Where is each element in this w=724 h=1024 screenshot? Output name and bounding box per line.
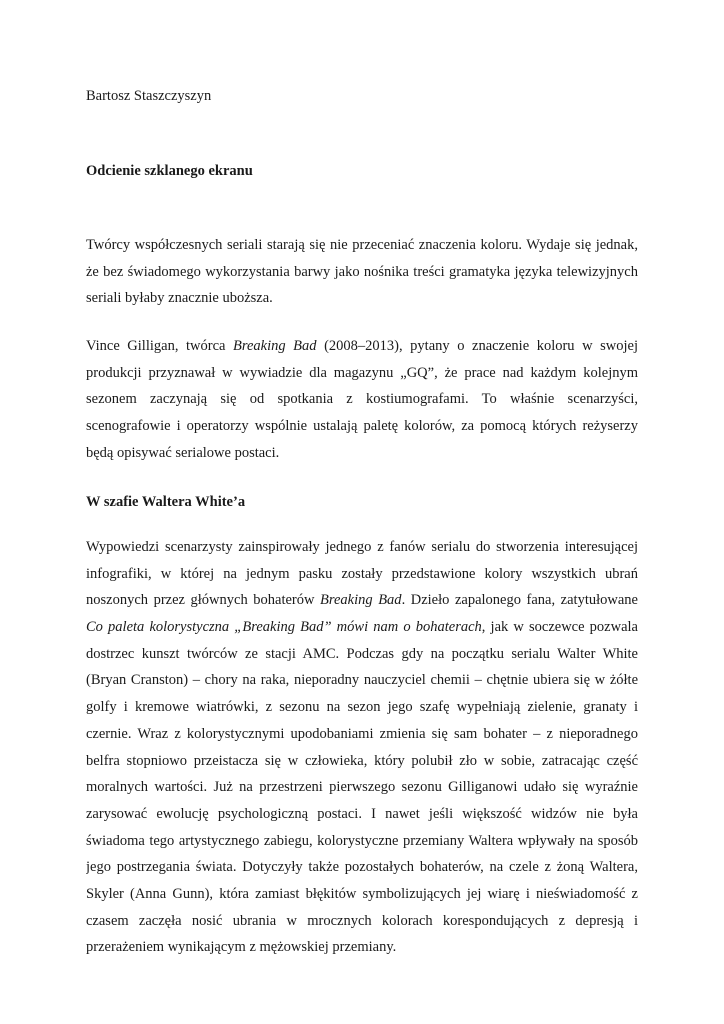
italic-title: Breaking Bad: [320, 592, 402, 609]
italic-title: Breaking Bad: [233, 338, 317, 354]
text-line: zarysować ewolucję psychologiczną postaci. I nawet jeśli większość widzów nie była: [86, 805, 638, 822]
text-line: moralnych wartości. Już na przestrzeni pierwszego sezonu Gilliganowi udało się wyraźnie: [86, 779, 638, 796]
text-line: czernie. Wraz z kolorystycznymi upodobaniami zmienia się sam bohater – z nieporadnego: [86, 725, 638, 742]
article-title: Odcienie szklanego ekranu: [86, 163, 253, 179]
text-line: Wypowiedzi scenarzysty zainspirowały jednego z fanów serialu do stworzenia interesującej: [86, 539, 638, 555]
section-heading: W szafie Waltera White’a: [86, 494, 246, 510]
text-segment: noszonych przez głównych bohaterów: [86, 592, 321, 609]
text-line: Skyler (Anna Gunn), która zamiast błękitów symbolizujących jej wiarę i nieświadomość z: [86, 885, 638, 902]
text-line: czasem zaczęła nosić ubrania w mrocznych kolorach korespondujących z depresją i: [86, 912, 638, 929]
text-segment: Vince Gilligan, twórca: [86, 338, 234, 354]
text-line: Twórcy współczesnych seriali starają się nie przeceniać znaczenia koloru. Wydaje się jednak,: [86, 237, 638, 253]
text-segment: (2008–2013), pytany o znaczenie koloru w swojej: [316, 338, 638, 354]
text-line: seriali byłaby znacznie uboższa.: [86, 290, 273, 307]
text-line: świadoma tego artystycznego zabiegu, kolorystyczne przemiany Waltera wpływały na sposób: [86, 832, 638, 849]
text-line: golfy i kremowe wiatrówki, z sezonu na sezon jego szafę wypełniają zielenie, granaty i: [86, 699, 638, 716]
text-line: belfra stopniowo przeistacza się w człowieka, który polubił zło w sobie, zatracając część: [86, 752, 638, 769]
text-line: sezonem zaczynają się od spotkania z kostiumografami. To właśnie scenarzyści,: [86, 391, 638, 408]
paragraph-infographic: [86, 534, 638, 961]
text-segment: . Dzieło zapalonego fana, zatytułowane: [401, 592, 638, 609]
paragraph-intro: [86, 232, 638, 312]
text-line: [86, 333, 638, 360]
italic-title: Co paleta kolorystyczna „Breaking Bad” mówi nam o bohaterach: [86, 619, 482, 636]
author-name: Bartosz Staszczyszyn: [86, 88, 212, 104]
text-line: będą opisywać serialowe postaci.: [86, 444, 280, 461]
text-line: [86, 587, 638, 614]
text-line: (Bryan Cranston) – chory na raka, nieporadny nauczyciel chemii – chętnie ubiera się w żółte: [86, 672, 638, 689]
paragraph-gilligan: [86, 333, 638, 466]
text-line: że bez świadomego wykorzystania barwy jako nośnika treści gramatyka języka telewizyjnych: [86, 263, 638, 280]
text-line: [86, 614, 638, 641]
text-line: przerażeniem wynikającym z mężowskiej przemiany.: [86, 939, 397, 956]
text-line: scenografowie i operatorzy wspólnie ustalają paletę kolorów, za pomocą których reżyserzy: [86, 418, 638, 435]
text-line: produkcji przyznawał w wywiadzie dla magazynu „GQ”, że prace nad każdym kolejnym: [86, 364, 638, 381]
text-segment: , jak w soczewce pozwala: [481, 619, 638, 636]
text-line: jego postrzegania świata. Dotyczyły także pozostałych bohaterów, na czele z żoną Waltera,: [86, 859, 638, 876]
text-line: dostrzec kunszt twórców ze stacji AMC. Podczas gdy na początku serialu Walter White: [86, 645, 638, 662]
text-line: infografiki, w której na jednym pasku zostały przedstawione kolory wszystkich ubrań: [86, 565, 638, 582]
